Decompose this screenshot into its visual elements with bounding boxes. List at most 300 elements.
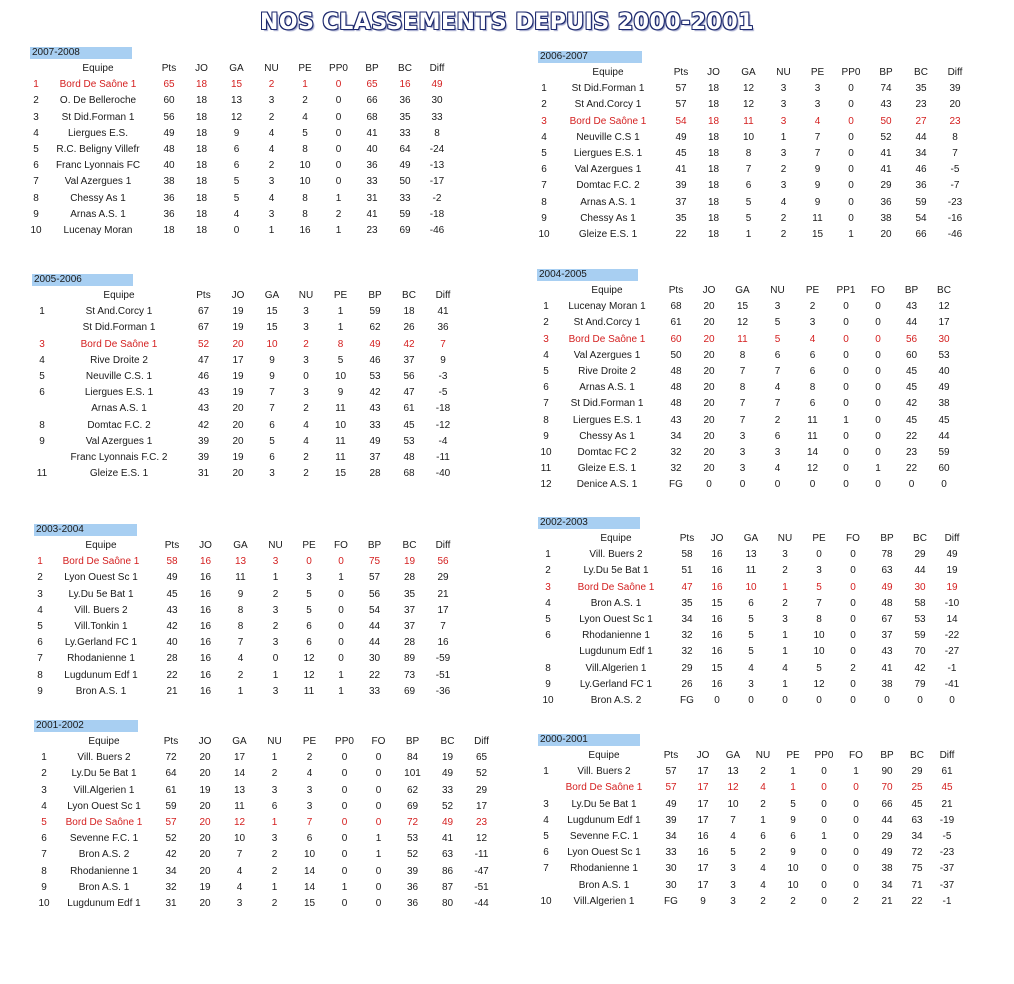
stat-cell: -22 xyxy=(944,630,960,642)
stat-cell: 3 xyxy=(306,572,312,584)
column-header: FO xyxy=(371,736,386,748)
stat-cell: 0 xyxy=(843,479,849,491)
table-row xyxy=(537,364,959,380)
stat-cell: 8 xyxy=(302,208,308,220)
stat-cell: 52 xyxy=(165,833,177,845)
stat-cell: -47 xyxy=(474,865,489,877)
column-header xyxy=(32,288,52,304)
table-row xyxy=(538,211,972,227)
column-header: Equipe xyxy=(103,290,135,302)
stat-cell: 1 xyxy=(237,685,244,697)
table-row xyxy=(34,635,459,651)
stat-cell: 63 xyxy=(911,814,923,826)
table-row xyxy=(34,880,498,896)
stat-cell: 40 xyxy=(366,144,378,156)
stat-cell: 49 xyxy=(369,338,381,350)
stat-cell: 23 xyxy=(915,99,927,111)
stat-cell: 0 xyxy=(853,814,859,826)
stat-cell: -17 xyxy=(429,176,445,188)
table-row xyxy=(30,207,452,223)
team-name-cell: Bord De Saône 1 xyxy=(577,581,655,593)
stat-cell: 73 xyxy=(403,669,416,681)
stat-cell: 0 xyxy=(843,430,849,442)
table-row xyxy=(538,81,972,97)
column-header: GA xyxy=(743,533,759,545)
stat-cell: 2 xyxy=(760,766,766,778)
table-row xyxy=(538,764,962,780)
stat-cell: 4 xyxy=(236,881,243,893)
stat-cell: 42 xyxy=(403,338,415,350)
table-row xyxy=(30,110,452,126)
stat-cell: 52 xyxy=(880,131,892,143)
stat-cell: 70 xyxy=(881,782,893,794)
stat-cell: 1 xyxy=(271,817,278,829)
stat-cell: 0 xyxy=(816,549,822,561)
table-row xyxy=(538,829,962,845)
stat-cell: 2 xyxy=(760,895,766,907)
stat-cell: 3 xyxy=(303,354,309,366)
column-header: JO xyxy=(195,63,208,75)
stat-cell: 43 xyxy=(881,646,893,658)
rank-cell: 4 xyxy=(541,131,547,143)
stat-cell: 37 xyxy=(675,196,687,208)
stat-cell: -37 xyxy=(939,863,955,875)
stat-cell: 20 xyxy=(199,897,211,909)
stat-cell: 7 xyxy=(745,164,752,176)
stat-cell: 3 xyxy=(268,208,275,220)
stat-cell: 2 xyxy=(809,301,816,313)
season-label: 2007-2008 xyxy=(30,47,132,59)
standings-table xyxy=(538,531,968,709)
stat-cell: 54 xyxy=(915,212,927,224)
stat-cell: 3 xyxy=(780,115,787,127)
stat-cell: 4 xyxy=(748,662,754,674)
stat-cell: 0 xyxy=(375,800,382,812)
standings-block-2007-2008 xyxy=(30,47,452,239)
stat-cell: 23 xyxy=(949,115,961,127)
rank-cell: 9 xyxy=(543,430,549,442)
column-header xyxy=(34,538,46,554)
stat-cell: 26 xyxy=(681,678,693,690)
column-header: PE xyxy=(333,290,348,302)
rank-cell: 5 xyxy=(545,614,551,626)
stat-cell: 44 xyxy=(915,131,927,143)
column-header: Diff xyxy=(947,67,963,79)
table-header-row xyxy=(538,531,968,547)
stat-cell: 16 xyxy=(711,630,723,642)
stat-cell: 10 xyxy=(266,338,278,350)
team-name-cell: Lyon Ouest Sc 1 xyxy=(567,847,641,859)
stat-cell: 3 xyxy=(272,685,279,697)
rank-cell: 10 xyxy=(542,694,554,706)
stat-cell: -23 xyxy=(939,847,955,859)
stat-cell: 57 xyxy=(165,817,177,829)
stat-cell: 1 xyxy=(853,766,859,778)
stat-cell: 65 xyxy=(475,752,488,764)
stat-cell: 20 xyxy=(199,768,211,780)
stat-cell: 52 xyxy=(406,849,419,861)
column-header xyxy=(34,734,54,750)
stat-cell: 0 xyxy=(821,863,827,875)
stat-cell: 0 xyxy=(875,317,881,329)
table-row xyxy=(32,466,460,482)
column-header: Diff xyxy=(435,540,451,552)
stat-cell: -5 xyxy=(942,831,952,843)
stat-cell: 7 xyxy=(774,366,781,378)
stat-cell: 18 xyxy=(195,127,208,139)
stat-cell: 1 xyxy=(337,322,344,334)
stat-cell: 1 xyxy=(821,831,827,843)
team-name-cell: Val Azergues 1 xyxy=(573,349,641,361)
rank-cell: 10 xyxy=(38,897,50,909)
rank-cell: 7 xyxy=(41,849,47,861)
stat-cell: 15 xyxy=(334,468,347,480)
stat-cell: 6 xyxy=(306,621,312,633)
stat-cell: 6 xyxy=(809,398,816,410)
table-row xyxy=(538,845,962,861)
stat-cell: 20 xyxy=(703,333,715,345)
stat-cell: 58 xyxy=(914,597,926,609)
stat-cell: 62 xyxy=(406,784,419,796)
stat-cell: 1 xyxy=(782,581,788,593)
stat-cell: 31 xyxy=(197,468,210,480)
stat-cell: 0 xyxy=(843,398,849,410)
stat-cell: 38 xyxy=(880,212,892,224)
stat-cell: 0 xyxy=(739,479,746,491)
rank-cell: 6 xyxy=(545,630,551,642)
stat-cell: 10 xyxy=(233,833,246,845)
stat-cell: 0 xyxy=(774,479,781,491)
rank-cell: 5 xyxy=(543,831,549,843)
column-header: BC xyxy=(402,540,417,552)
stat-cell: 1 xyxy=(782,630,788,642)
stat-cell: 59 xyxy=(399,208,411,220)
stat-cell: 33 xyxy=(366,176,378,188)
column-header: BC xyxy=(914,67,928,79)
table-row xyxy=(34,554,459,570)
team-name-cell: Arnas A.S. 1 xyxy=(579,382,635,394)
stat-cell: 0 xyxy=(375,881,382,893)
rank-cell: 3 xyxy=(39,338,45,350)
stat-cell: 4 xyxy=(760,782,766,794)
stat-cell: 29 xyxy=(475,784,488,796)
stat-cell: -36 xyxy=(435,685,451,697)
stat-cell: 58 xyxy=(681,549,693,561)
column-header: BP xyxy=(880,750,894,762)
stat-cell: 2 xyxy=(780,228,787,240)
stat-cell: 22 xyxy=(905,430,918,442)
stat-cell: 79 xyxy=(914,678,926,690)
stat-cell: 20 xyxy=(232,419,244,431)
column-header: NU xyxy=(776,67,791,79)
stat-cell: 13 xyxy=(745,549,757,561)
stat-cell: 20 xyxy=(703,446,715,458)
column-header: JO xyxy=(198,736,212,748)
team-name-cell: Bron A.S. 1 xyxy=(578,879,630,891)
stat-cell: 12 xyxy=(736,317,749,329)
stat-cell: 0 xyxy=(875,479,881,491)
stat-cell: -1 xyxy=(942,895,952,907)
stat-cell: 38 xyxy=(163,176,175,188)
stat-cell: 0 xyxy=(850,614,856,626)
table-row xyxy=(537,299,959,315)
stat-cell: 46 xyxy=(915,164,927,176)
stat-cell: 12 xyxy=(233,817,246,829)
column-header: JO xyxy=(696,750,710,762)
rank-cell: 8 xyxy=(543,414,549,426)
stat-cell: -2 xyxy=(432,192,442,204)
column-header: BP xyxy=(367,540,382,552)
team-name-cell: Vill.Algerien 1 xyxy=(573,895,635,907)
stat-cell: 12 xyxy=(742,83,755,95)
stat-cell: 42 xyxy=(905,398,918,410)
rank-cell: 8 xyxy=(541,196,547,208)
team-name-cell: Ly.Du 5e Bat 1 xyxy=(68,588,134,600)
rank-cell: 1 xyxy=(33,79,39,91)
table-header-row xyxy=(30,61,452,77)
column-header: NU xyxy=(770,285,785,297)
stat-cell: 0 xyxy=(848,164,854,176)
stat-cell: 0 xyxy=(335,160,342,172)
stat-cell: 38 xyxy=(881,863,893,875)
column-header: PP0 xyxy=(841,67,861,79)
stat-cell: 11 xyxy=(812,212,823,224)
stat-cell: 37 xyxy=(403,604,416,616)
column-header: Pts xyxy=(161,63,177,75)
stat-cell: 1 xyxy=(338,685,344,697)
stat-cell: 20 xyxy=(703,366,715,378)
stat-cell: 0 xyxy=(941,479,947,491)
stat-cell: 56 xyxy=(368,588,381,600)
team-name-cell: Bron A.S. 1 xyxy=(78,881,130,893)
table-row xyxy=(537,429,959,445)
stat-cell: 33 xyxy=(441,784,454,796)
stat-cell: 15 xyxy=(266,306,278,318)
stat-cell: 30 xyxy=(665,863,677,875)
stat-cell: 10 xyxy=(303,849,316,861)
stat-cell: 13 xyxy=(230,95,243,107)
stat-cell: 18 xyxy=(163,224,175,236)
stat-cell: 7 xyxy=(739,366,746,378)
team-name-cell: Lugdunum Edf 1 xyxy=(579,646,653,658)
stat-cell: FG xyxy=(680,694,694,706)
stat-cell: 22 xyxy=(166,669,178,681)
stat-cell: 20 xyxy=(703,382,715,394)
stat-cell: 1 xyxy=(843,414,849,426)
column-header: Diff xyxy=(435,290,451,302)
rank-cell: 3 xyxy=(541,115,547,127)
rank-cell: 2 xyxy=(545,565,551,577)
stat-cell: 41 xyxy=(366,208,378,220)
stat-cell: 47 xyxy=(681,581,693,593)
stat-cell: 63 xyxy=(441,849,454,861)
stat-cell: 18 xyxy=(195,79,208,91)
standings-block-2000-2001 xyxy=(538,734,962,910)
column-header: BC xyxy=(402,290,416,302)
column-header xyxy=(537,283,555,299)
table-row xyxy=(538,780,962,796)
stat-cell: 18 xyxy=(707,228,720,240)
stat-cell: 3 xyxy=(782,549,788,561)
stat-cell: 57 xyxy=(368,572,381,584)
table-row xyxy=(34,799,498,815)
stat-cell: 15 xyxy=(711,597,723,609)
season-label: 2001-2002 xyxy=(34,720,138,732)
stat-cell: 1 xyxy=(302,79,308,91)
column-header: Pts xyxy=(668,285,684,297)
stat-cell: 10 xyxy=(334,371,347,383)
table-row xyxy=(30,174,452,190)
stat-cell: 6 xyxy=(271,800,278,812)
stat-cell: 16 xyxy=(697,847,709,859)
standings-table xyxy=(30,61,452,239)
stat-cell: 17 xyxy=(437,604,449,616)
stat-cell: 20 xyxy=(703,414,715,426)
stat-cell: 20 xyxy=(703,349,715,361)
stat-cell: 15 xyxy=(736,301,749,313)
stat-cell: 16 xyxy=(437,637,449,649)
table-row xyxy=(32,418,460,434)
stat-cell: 0 xyxy=(338,637,344,649)
stat-cell: 15 xyxy=(303,897,316,909)
table-row xyxy=(32,337,460,353)
table-row xyxy=(538,861,962,877)
table-row xyxy=(538,878,962,894)
stat-cell: 3 xyxy=(782,614,788,626)
stat-cell: 11 xyxy=(235,572,246,584)
rank-cell: 5 xyxy=(39,371,45,383)
team-name-cell: Bord De Saône 1 xyxy=(569,115,647,127)
team-name-cell: Liergues E.S. 1 xyxy=(84,387,154,399)
stat-cell: 10 xyxy=(727,798,739,810)
stat-cell: 2 xyxy=(303,338,309,350)
stat-cell: 6 xyxy=(809,366,816,378)
team-name-cell: Rhodanienne 1 xyxy=(70,865,138,877)
stat-cell: 12 xyxy=(303,669,315,681)
stat-cell: 63 xyxy=(881,565,893,577)
stat-cell: 2 xyxy=(782,565,788,577)
stat-cell: 12 xyxy=(806,463,819,475)
stat-cell: 18 xyxy=(195,111,208,123)
stat-cell: 22 xyxy=(911,895,923,907)
stat-cell: 65 xyxy=(163,79,175,91)
stat-cell: 59 xyxy=(914,630,926,642)
stat-cell: 1 xyxy=(760,814,766,826)
stat-cell: 7 xyxy=(814,131,821,143)
column-header: NU xyxy=(755,750,771,762)
stat-cell: 53 xyxy=(369,371,381,383)
table-row xyxy=(34,570,459,586)
stat-cell: 43 xyxy=(197,403,210,415)
team-name-cell: Lucenay Moran 1 xyxy=(568,301,646,313)
team-name-cell: Bord De Saône 1 xyxy=(568,333,646,345)
stat-cell: 0 xyxy=(233,224,240,236)
stat-cell: -44 xyxy=(474,897,489,909)
stat-cell: 45 xyxy=(905,366,918,378)
stat-cell: 53 xyxy=(938,349,950,361)
stat-cell: 18 xyxy=(403,306,415,318)
stat-cell: 61 xyxy=(403,403,415,415)
stat-cell: 0 xyxy=(375,897,382,909)
table-row xyxy=(34,815,498,831)
standings-block-2002-2003 xyxy=(538,517,968,709)
table-row xyxy=(537,332,959,348)
team-name-cell: Val Azergues 1 xyxy=(85,435,153,447)
stat-cell: 16 xyxy=(199,572,212,584)
column-header: PE xyxy=(302,736,317,748)
stat-cell: 0 xyxy=(850,565,856,577)
stat-cell: 18 xyxy=(195,144,208,156)
stat-cell: 0 xyxy=(853,863,859,875)
stat-cell: 61 xyxy=(165,784,177,796)
stat-cell: -13 xyxy=(429,160,445,172)
stat-cell: 2 xyxy=(782,597,788,609)
stat-cell: -4 xyxy=(438,435,448,447)
stat-cell: -19 xyxy=(939,814,955,826)
stat-cell: 19 xyxy=(441,752,454,764)
stat-cell: 12 xyxy=(303,653,315,665)
stat-cell: 52 xyxy=(197,338,210,350)
stat-cell: 3 xyxy=(739,463,746,475)
stat-cell: -18 xyxy=(429,208,445,220)
rank-cell: 6 xyxy=(541,164,547,176)
stat-cell: 49 xyxy=(881,581,893,593)
stat-cell: 2 xyxy=(774,414,781,426)
stat-cell: 5 xyxy=(816,581,822,593)
stat-cell: -16 xyxy=(947,212,963,224)
stat-cell: 43 xyxy=(905,301,918,313)
stat-cell: 15 xyxy=(811,228,824,240)
stat-cell: -37 xyxy=(939,879,955,891)
stat-cell: 7 xyxy=(739,414,746,426)
team-name-cell: Gleize E.S. 1 xyxy=(578,228,638,240)
rank-cell: 3 xyxy=(41,784,47,796)
team-name-cell: Bord De Saône 1 xyxy=(80,338,158,350)
stat-cell: 15 xyxy=(711,662,723,674)
rank-cell: 1 xyxy=(541,83,547,95)
stat-cell: 3 xyxy=(303,322,309,334)
table-row xyxy=(538,644,968,660)
team-name-cell: St Did.Forman 1 xyxy=(571,83,645,95)
stat-cell: 11 xyxy=(807,414,818,426)
column-header: BC xyxy=(913,533,927,545)
stat-cell: 6 xyxy=(306,637,312,649)
table-row xyxy=(537,413,959,429)
stat-cell: 43 xyxy=(166,604,178,616)
stat-cell: 16 xyxy=(199,556,212,568)
stat-cell: 0 xyxy=(875,349,881,361)
rank-cell: 9 xyxy=(39,435,45,447)
stat-cell: 64 xyxy=(399,144,411,156)
stat-cell: 6 xyxy=(269,419,275,431)
stat-cell: 0 xyxy=(908,479,915,491)
standings-block-2006-2007 xyxy=(538,51,972,243)
stat-cell: 16 xyxy=(711,581,723,593)
stat-cell: 44 xyxy=(881,814,893,826)
stat-cell: 0 xyxy=(821,766,827,778)
rank-cell: 8 xyxy=(37,669,43,681)
table-row xyxy=(538,563,968,579)
stat-cell: 0 xyxy=(949,694,955,706)
stat-cell: 3 xyxy=(306,800,313,812)
table-row xyxy=(538,813,962,829)
column-header: BC xyxy=(910,750,924,762)
team-name-cell: Gleize E.S. 1 xyxy=(89,468,149,480)
team-name-cell: Lugdunum Edf 1 xyxy=(567,814,641,826)
stat-cell: 48 xyxy=(881,597,893,609)
stat-cell: 34 xyxy=(911,831,923,843)
standings-table xyxy=(538,748,962,910)
